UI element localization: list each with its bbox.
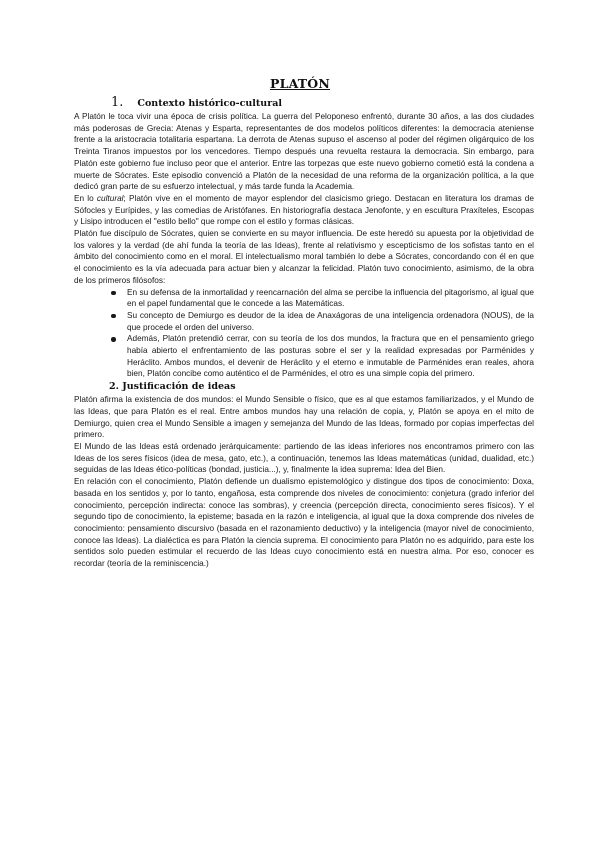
- list-item: [74, 310, 534, 333]
- section-1-title: Contexto histórico-cultural: [137, 98, 282, 109]
- culture-rest: ; Platón vive en el momento de mayor esplendor del clasicismo griego. Destacan en literatura los dramas de Sófocles y Eurípides, y las comedias de Aristófanes. En historiografía destaca Jenofonte, y en escultura Praxíteles, Escopas y Lisipo introducen el "estilo bello" que rompe con el estilo y formas clásicas.: [74, 193, 534, 227]
- paragraph-two-worlds: Platón afirma la existencia de dos mundos: el Mundo Sensible o físico, que es al que estamos familiarizados, y el Mundo de las Ideas, que para Platón es el real. Entre ambos mundos hay una relación de copia, y, Platón se apoya en el mito de Demiurgo, quien crea el Mundo Sensible a imagen y semejanza del Mundo de las Ideas, formado por copias imperfectas del primero.: [74, 395, 534, 440]
- list-item-text: Su concepto de Demiurgo es deudor de la idea de Anaxágoras de una inteligencia ordenadora (NOUS), de la que procede el orden del universo.: [127, 310, 534, 332]
- paragraph-context-socrates: Platón fue discípulo de Sócrates, quien se convierte en su mayor influencia. De este heredó su apuesta por la objetividad de los valores y la verdad (de ahí funda la teoría de las Ideas), frente al relativismo y escepticismo de los sofistas tanto en el ámbito del conocimiento como en el moral. El intelectualismo moral también lo debe a Sócrates, concordando con él en que el conocimiento es la vía adecuada para actuar bien y alcanzar la felicidad. Platón tuvo conocimiento, asimismo, de la obra de los primeros filósofos:: [74, 229, 534, 285]
- list-item: [74, 333, 534, 380]
- section-1-number: 1.: [111, 95, 124, 110]
- influences-list: [74, 287, 534, 381]
- bullet-icon: [111, 291, 116, 296]
- list-item-text: En su defensa de la inmortalidad y reencarnación del alma se percibe la influencia del pitagorismo, al igual que en el papel fundamental que le concede a las Matemáticas.: [127, 287, 534, 309]
- paragraph-knowledge: En relación con el conocimiento, Platón defiende un dualismo epistemológico y distingue dos tipos de conocimiento: Doxa, basada en los sentidos y, por lo tanto, engañosa, esta comprende dos niveles de conocimiento: conjetura (grado inferior del conocimiento, percepción indirecta: conoce las sombras), y creencia (percepción directa, conocimiento seres físicos). Y el segundo tipo de conocimiento, la episteme; basada en la razón e inteligencia, al igual que la doxa comprende dos niveles de conocimiento: pensamiento discursivo (basada en el razonamiento deductivo) y la inteligencia (mayor nivel de conocimiento, conoce las Ideas). La dialéctica es para Platón la ciencia suprema. El conocimiento para Platón no es adquirido, para este los sentidos solo pueden estimular el recuerdo de las Ideas cuyo conocimiento está en nuestra alma. Por eso, conocer es recordar (teoría de la reminiscencia.): [74, 477, 534, 569]
- list-item: [74, 287, 534, 310]
- section-1-heading: [111, 95, 282, 110]
- list-item-text: Además, Platón pretendió cerrar, con su teoría de los dos mundos, la fractura que en el pensamiento griego había abierto el enfrentamiento de las posturas sobre el ser y la realidad expresadas por Parménides y Heráclito. Ambos mundos, el devenir de Heráclito y el eterno e inmutable de Parménides eran reales, ahora bien, Platón concibe como auténtico el de Parménides, el otro es una simple copia del primero.: [127, 334, 534, 379]
- section-2-heading: 2. Justificación de ideas: [109, 381, 236, 393]
- paragraph-context-politics: A Platón le toca vivir una época de crisis política. La guerra del Peloponeso enfrentó, durante 30 años, a las dos ciudades más poderosas de Grecia: Atenas y Esparta, representantes de dos modelos políticos diferentes: la democracia ateniense frente a la aristocracia totalitaria espartana. La derrota de Atenas supuso el ascenso al poder del régimen oligárquico de los Treinta Tiranos impuestos por los vencedores. Tiempo después una revuelta restaura la democracia. Sin embargo, para Platón este gobierno fue incluso peor que el anterior. Entre las torpezas que este nuevo gobierno cometió está la condena a muerte de Sócrates. Este episodio convenció a Platón de la necesidad de una reforma de la organización política, a la que dedicó gran parte de su esfuerzo intelectual, y más tarde funda la Academia.: [74, 112, 534, 192]
- bullet-icon: [111, 314, 116, 319]
- culture-emphasis: cultural: [96, 193, 124, 203]
- paragraph-hierarchy: El Mundo de las Ideas está ordenado jerárquicamente: partiendo de las ideas inferiores nos encontramos primero con las Ideas de los seres físicos (idea de mesa, gato, etc.), a continuación, tenemos las Ideas matemáticas (unidad, dualidad, etc.) seguidas de las Ideas ético-políticas (bondad, justicia...), y, finalmente la idea suprema: Idea del Bien.: [74, 441, 534, 475]
- document-body: [74, 111, 534, 570]
- paragraph-context-culture: [74, 193, 534, 228]
- page-title: PLATÓN: [269, 76, 331, 91]
- culture-lead: En lo: [74, 193, 97, 203]
- bullet-icon: [111, 337, 116, 342]
